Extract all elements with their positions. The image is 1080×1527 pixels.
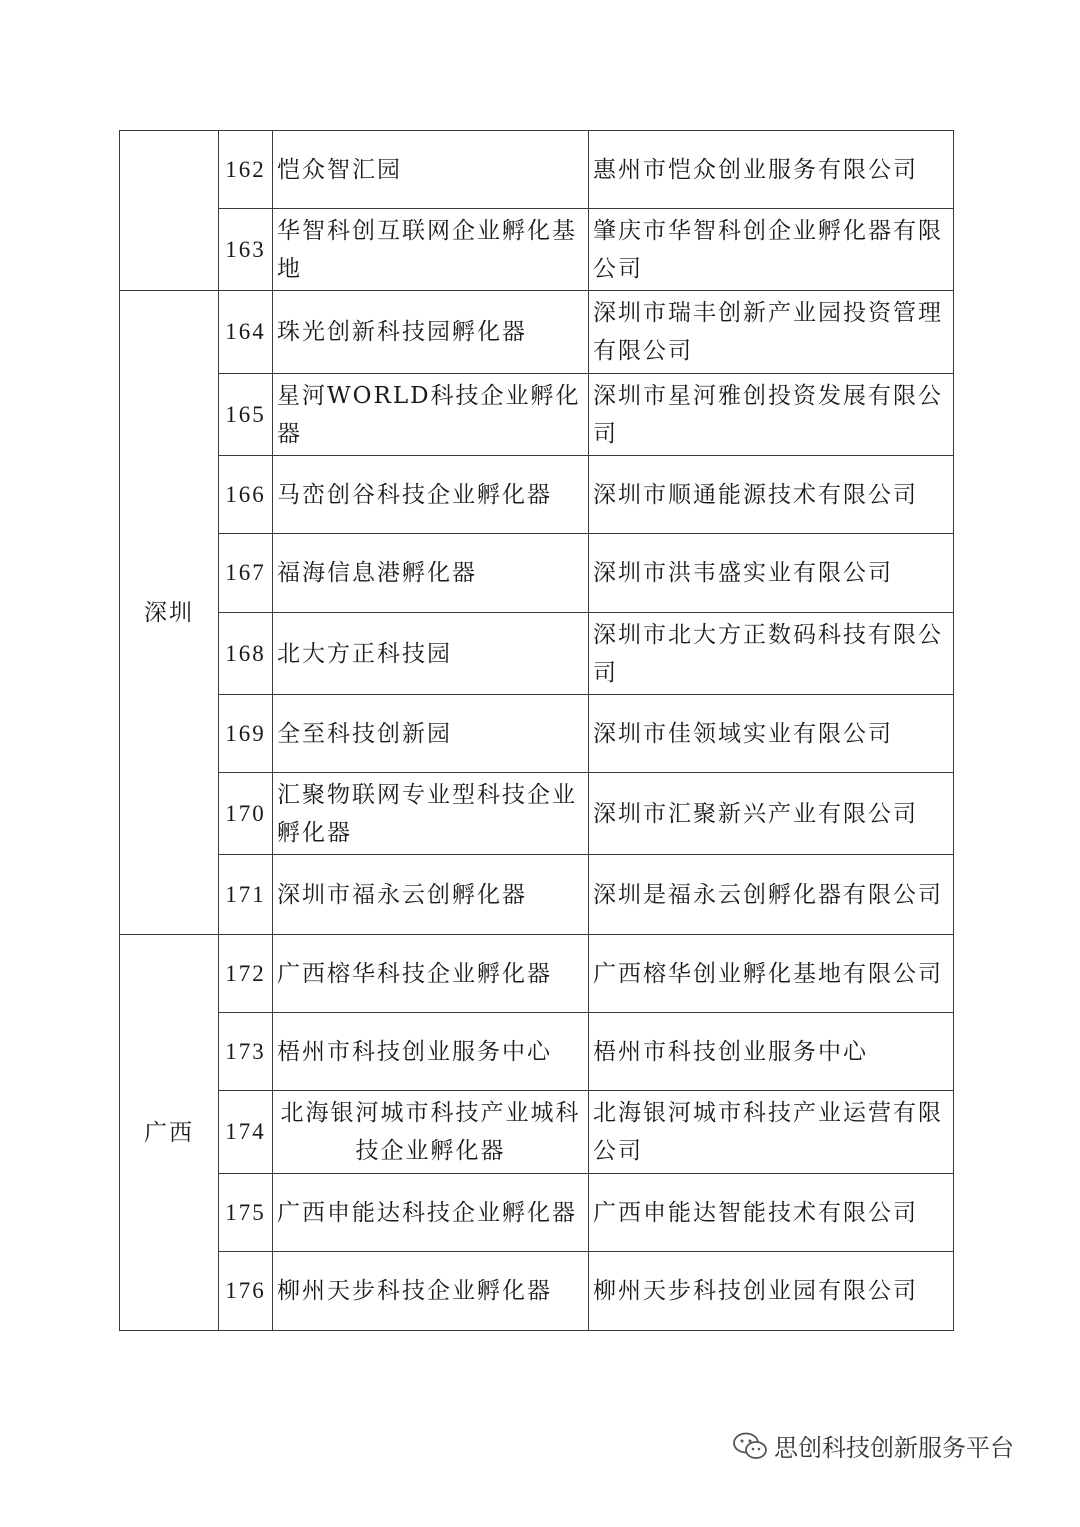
- operator-name: 广西榕华创业孵化基地有限公司: [589, 935, 954, 1013]
- row-number: 172: [219, 935, 273, 1013]
- incubator-table: [119, 130, 954, 1331]
- table-row: [120, 613, 954, 695]
- row-number: 167: [219, 534, 273, 613]
- table-row: [120, 773, 954, 855]
- operator-name: 惠州市恺众创业服务有限公司: [589, 131, 954, 209]
- incubator-name: 星河WORLD科技企业孵化器: [273, 374, 589, 456]
- table-row: [120, 935, 954, 1013]
- row-number: 169: [219, 695, 273, 773]
- incubator-name: 梧州市科技创业服务中心: [273, 1013, 589, 1091]
- row-number: 175: [219, 1174, 273, 1252]
- operator-name: 梧州市科技创业服务中心: [589, 1013, 954, 1091]
- operator-name: 深圳市顺通能源技术有限公司: [589, 456, 954, 534]
- operator-name: 深圳是福永云创孵化器有限公司: [589, 855, 954, 935]
- wechat-icon: [732, 1431, 768, 1461]
- row-number: 173: [219, 1013, 273, 1091]
- table-row: [120, 291, 954, 374]
- operator-name: 肇庆市华智科创企业孵化器有限公司: [589, 209, 954, 291]
- row-number: 164: [219, 291, 273, 374]
- table-row: [120, 1013, 954, 1091]
- table-row: [120, 695, 954, 773]
- incubator-name: 珠光创新科技园孵化器: [273, 291, 589, 374]
- operator-name: 深圳市汇聚新兴产业有限公司: [589, 773, 954, 855]
- row-number: 170: [219, 773, 273, 855]
- incubator-name: 柳州天步科技企业孵化器: [273, 1252, 589, 1331]
- incubator-name: 北大方正科技园: [273, 613, 589, 695]
- operator-name: 深圳市瑞丰创新产业园投资管理有限公司: [589, 291, 954, 374]
- operator-name: 柳州天步科技创业园有限公司: [589, 1252, 954, 1331]
- operator-name: 深圳市星河雅创投资发展有限公司: [589, 374, 954, 456]
- incubator-name: 广西申能达科技企业孵化器: [273, 1174, 589, 1252]
- operator-name: 北海银河城市科技产业运营有限公司: [589, 1091, 954, 1174]
- table-row: [120, 131, 954, 209]
- operator-name: 深圳市北大方正数码科技有限公司: [589, 613, 954, 695]
- incubator-name: 华智科创互联网企业孵化基地: [273, 209, 589, 291]
- incubator-name: 深圳市福永云创孵化器: [273, 855, 589, 935]
- row-number: 163: [219, 209, 273, 291]
- operator-name: 深圳市佳领域实业有限公司: [589, 695, 954, 773]
- table-row: [120, 855, 954, 935]
- table-row: [120, 209, 954, 291]
- table-row: [120, 374, 954, 456]
- table-row: [120, 1091, 954, 1174]
- incubator-name: 广西榕华科技企业孵化器: [273, 935, 589, 1013]
- incubator-name: 北海银河城市科技产业城科技企业孵化器: [273, 1091, 589, 1174]
- incubator-name: 恺众智汇园: [273, 131, 589, 209]
- region-cell-guangxi: 广西: [120, 935, 219, 1331]
- incubator-name: 马峦创谷科技企业孵化器: [273, 456, 589, 534]
- row-number: 162: [219, 131, 273, 209]
- row-number: 174: [219, 1091, 273, 1174]
- incubator-name: 汇聚物联网专业型科技企业孵化器: [273, 773, 589, 855]
- region-cell-shenzhen: 深圳: [120, 291, 219, 935]
- table-row: [120, 534, 954, 613]
- row-number: 165: [219, 374, 273, 456]
- incubator-name: 福海信息港孵化器: [273, 534, 589, 613]
- table-row: [120, 1174, 954, 1252]
- table-row: [120, 1252, 954, 1331]
- table-row: [120, 456, 954, 534]
- operator-name: 广西申能达智能技术有限公司: [589, 1174, 954, 1252]
- row-number: 176: [219, 1252, 273, 1331]
- watermark-text: 思创科技创新服务平台: [774, 1434, 1014, 1462]
- row-number: 168: [219, 613, 273, 695]
- row-number: 171: [219, 855, 273, 935]
- operator-name: 深圳市洪韦盛实业有限公司: [589, 534, 954, 613]
- row-number: 166: [219, 456, 273, 534]
- wechat-watermark: [732, 1428, 1014, 1463]
- incubator-name: 全至科技创新园: [273, 695, 589, 773]
- region-cell: [120, 131, 219, 291]
